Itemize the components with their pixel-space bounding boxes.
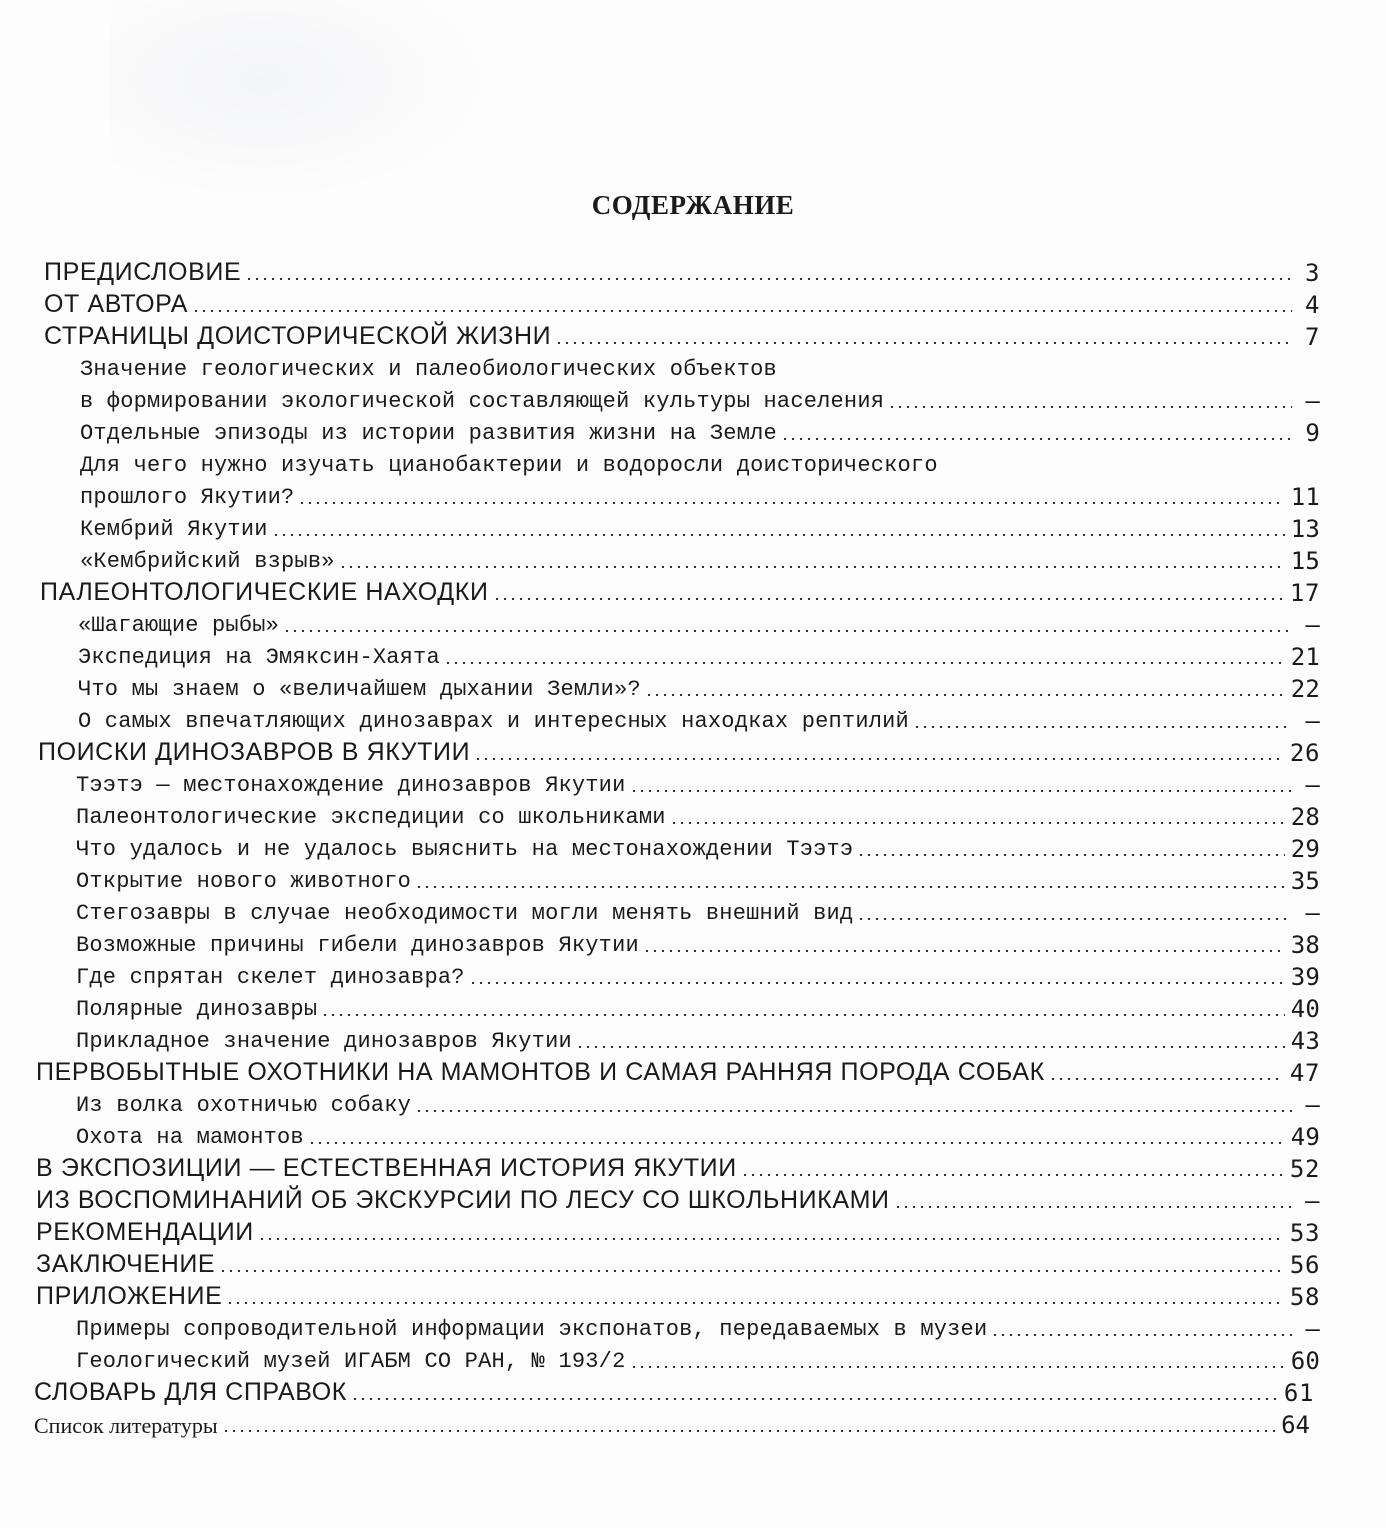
toc-leader-dots <box>630 772 1293 794</box>
toc-entry-page: 29 <box>1290 835 1320 863</box>
page-title: СОДЕРЖАНИЕ <box>591 190 795 220</box>
toc-leader-dots <box>245 260 1292 282</box>
toc-entry-page: — <box>1305 771 1320 799</box>
toc-entry-page: 9 <box>1305 419 1320 447</box>
toc-entry <box>76 861 1320 893</box>
toc-entry-page: 15 <box>1290 547 1320 575</box>
toc-leader-dots <box>576 1028 1285 1050</box>
toc-entry-title: Отдельные эпизоды из истории развития жизни на Земле <box>80 421 777 446</box>
toc-entry-page: 4 <box>1304 291 1320 319</box>
toc-entry-page: 60 <box>1290 1347 1320 1375</box>
toc-entry-title: Полярные динозавры <box>76 997 318 1022</box>
toc-entry <box>44 317 1320 349</box>
toc-entry <box>76 829 1320 861</box>
toc-entry <box>80 541 1320 573</box>
toc-entry-page: 11 <box>1290 483 1320 511</box>
toc-entry <box>36 1277 1320 1309</box>
toc-entry <box>34 1405 1310 1437</box>
toc-entry <box>78 605 1320 637</box>
toc-entry <box>38 733 1320 765</box>
toc-leader-dots <box>781 420 1292 442</box>
toc-entry-title: «Кембрийский взрыв» <box>80 549 335 574</box>
toc-entry <box>44 253 1320 285</box>
toc-leader-dots <box>351 1380 1278 1402</box>
toc-entry-title: Геологический музей ИГАБМ СО РАН, № 193/2 <box>76 1349 626 1374</box>
toc-leader-dots <box>415 868 1285 890</box>
toc-leader-dots <box>192 292 1292 314</box>
toc-leader-dots <box>894 1188 1292 1210</box>
toc-entry-page: 40 <box>1290 995 1320 1023</box>
toc-leader-dots <box>857 900 1292 922</box>
toc-entry-page: 56 <box>1289 1251 1320 1279</box>
toc-entry <box>36 1213 1320 1245</box>
toc-entry <box>76 1341 1320 1373</box>
toc-leader-dots <box>493 580 1284 602</box>
toc-entry <box>76 989 1320 1021</box>
toc-entry <box>76 893 1320 925</box>
toc-entry-title: Охота на мамонтов <box>76 1125 304 1150</box>
toc-leader-dots <box>444 644 1285 666</box>
toc-entry-title: Примеры сопроводительной информации экспонатов, передаваемых в музеи <box>76 1317 988 1342</box>
toc-entry-page: 64 <box>1281 1411 1310 1439</box>
toc-entry-title: ОТ АВТОРА <box>44 290 189 318</box>
toc-entry <box>76 765 1320 797</box>
toc-entry-title: СЛОВАРЬ ДЛЯ СПРАВОК <box>34 1378 347 1406</box>
toc-entry <box>40 573 1320 605</box>
toc-entry <box>76 1117 1320 1149</box>
toc-entry-title: Возможные причины гибели динозавров Якутии <box>76 933 639 958</box>
toc-entry <box>78 637 1320 669</box>
toc-entry-title: Значение геологических и палеобиологических объектов <box>80 357 777 382</box>
toc-leader-dots <box>643 932 1285 954</box>
toc-entry <box>76 1085 1320 1117</box>
toc-entry-title: Кембрий Якутии <box>80 517 268 542</box>
toc-entry-title: в формировании экологической составляющей культуры населения <box>80 389 885 414</box>
toc-leader-dots <box>670 804 1285 826</box>
toc-entry <box>80 349 1320 381</box>
toc-entry-page: 22 <box>1290 675 1320 703</box>
toc-entry-page: 58 <box>1289 1283 1320 1311</box>
toc-entry <box>80 445 1320 477</box>
toc-entry <box>78 701 1320 733</box>
toc-leader-dots <box>1049 1060 1284 1082</box>
toc-entry <box>36 1181 1320 1213</box>
toc-entry <box>76 925 1320 957</box>
toc-entry-title: «Шагающие рыбы» <box>78 613 280 638</box>
toc-leader-dots <box>469 964 1285 986</box>
toc-entry-page: 53 <box>1289 1219 1320 1247</box>
toc-entry-page: 13 <box>1290 515 1320 543</box>
toc-entry <box>78 669 1320 701</box>
toc-entry-page: 17 <box>1289 579 1320 607</box>
toc-entry-title: Список литературы <box>34 1413 218 1438</box>
toc-entry <box>80 509 1320 541</box>
toc-entry-title: прошлого Якутии? <box>80 485 295 510</box>
toc-entry <box>36 1149 1320 1181</box>
toc-entry <box>36 1245 1320 1277</box>
toc-entry-page: — <box>1305 387 1320 415</box>
toc-entry-page: 49 <box>1290 1123 1320 1151</box>
toc-leader-dots <box>630 1348 1285 1370</box>
toc-entry <box>36 1053 1320 1085</box>
toc-leader-dots <box>298 484 1284 506</box>
toc-entry <box>80 413 1320 445</box>
toc-entry-title: Тээтэ — местонахождение динозавров Якутии <box>76 773 626 798</box>
toc-entry-title: Прикладное значение динозавров Якутии <box>76 1029 572 1054</box>
toc-entry-page: — <box>1305 899 1320 927</box>
toc-leader-dots <box>226 1284 1284 1306</box>
toc-entry-title: Стегозавры в случае необходимости могли менять внешний вид <box>76 901 854 926</box>
toc-entry-title: ПОИСКИ ДИНОЗАВРОВ В ЯКУТИИ <box>38 738 471 766</box>
toc-entry-title: Палеонтологические экспедиции со школьниками <box>76 805 666 830</box>
table-of-contents <box>0 253 1386 1473</box>
toc-entry <box>44 285 1320 317</box>
toc-entry-title: Что удалось и не удалось выяснить на местонахождении Тээтэ <box>76 837 854 862</box>
toc-entry-title: РЕКОМЕНДАЦИИ <box>36 1218 254 1246</box>
toc-entry-title: Где спрятан скелет динозавра? <box>76 965 465 990</box>
toc-entry-page: — <box>1305 611 1320 639</box>
toc-leader-dots <box>555 324 1292 346</box>
toc-leader-dots <box>339 548 1285 570</box>
toc-entry-title: Что мы знаем о «величайшем дыхании Земли»? <box>78 677 641 702</box>
toc-leader-dots <box>258 1220 1284 1242</box>
toc-entry-page: 7 <box>1304 323 1320 351</box>
toc-leader-dots <box>272 516 1285 538</box>
toc-entry-title: В ЭКСПОЗИЦИИ — ЕСТЕСТВЕННАЯ ИСТОРИЯ ЯКУТИИ <box>36 1154 737 1182</box>
bleed-through-shadow <box>110 0 490 200</box>
toc-entry <box>76 797 1320 829</box>
toc-entry-title: ПЕРВОБЫТНЫЕ ОХОТНИКИ НА МАМОНТОВ И САМАЯ РАННЯЯ ПОРОДА СОБАК <box>36 1058 1045 1086</box>
toc-entry-title: О самых впечатляющих динозаврах и интересных находках рептилий <box>78 709 909 734</box>
toc-entry-page: 61 <box>1283 1379 1314 1407</box>
toc-leader-dots <box>415 1092 1292 1114</box>
toc-entry-page: — <box>1305 1315 1320 1343</box>
toc-entry <box>80 381 1320 413</box>
toc-entry-title: ПРИЛОЖЕНИЕ <box>36 1282 223 1310</box>
toc-entry-title: ПАЛЕОНТОЛОГИЧЕСКИЕ НАХОДКИ <box>40 578 489 606</box>
toc-leader-dots <box>741 1156 1284 1178</box>
toc-entry-page: 26 <box>1289 739 1320 767</box>
toc-leader-dots <box>321 996 1284 1018</box>
toc-entry-title: ПРЕДИСЛОВИЕ <box>44 258 242 286</box>
toc-entry-page: — <box>1305 1091 1320 1119</box>
toc-entry <box>76 1021 1320 1053</box>
toc-entry <box>80 477 1320 509</box>
toc-leader-dots <box>219 1252 1284 1274</box>
toc-leader-dots <box>283 612 1292 634</box>
toc-leader-dots <box>913 708 1292 730</box>
toc-leader-dots <box>888 388 1292 410</box>
toc-entry-page: 28 <box>1290 803 1320 831</box>
toc-entry <box>76 957 1320 989</box>
toc-leader-dots <box>222 1412 1275 1434</box>
toc-leader-dots <box>645 676 1285 698</box>
toc-entry-page: 39 <box>1290 963 1320 991</box>
toc-entry-page: 35 <box>1290 867 1320 895</box>
toc-entry-title: ЗАКЛЮЧЕНИЕ <box>36 1250 216 1278</box>
toc-leader-dots <box>857 836 1284 858</box>
toc-entry-page: 38 <box>1290 931 1320 959</box>
toc-entry-title: Открытие нового животного <box>76 869 412 894</box>
toc-entry-page: 52 <box>1289 1155 1320 1183</box>
toc-entry <box>76 1309 1320 1341</box>
toc-entry-page: — <box>1305 707 1320 735</box>
toc-leader-dots <box>991 1316 1292 1338</box>
toc-entry-page: 43 <box>1290 1027 1320 1055</box>
toc-entry <box>34 1373 1314 1405</box>
toc-entry-title: Из волка охотничью собаку <box>76 1093 412 1118</box>
toc-entry-title: ИЗ ВОСПОМИНАНИЙ ОБ ЭКСКУРСИИ ПО ЛЕСУ СО ШКОЛЬНИКАМИ <box>36 1186 890 1214</box>
toc-entry-page: 47 <box>1289 1059 1320 1087</box>
toc-entry-title: Экспедиция на Эмяксин-Хаята <box>78 645 440 670</box>
toc-entry-title: Для чего нужно изучать цианобактерии и водоросли доисторического <box>80 453 938 478</box>
toc-entry-page: — <box>1304 1187 1320 1215</box>
toc-leader-dots <box>308 1124 1285 1146</box>
toc-entry-title: СТРАНИЦЫ ДОИСТОРИЧЕСКОЙ ЖИЗНИ <box>44 322 552 350</box>
toc-entry-page: 3 <box>1304 259 1320 287</box>
toc-entry-page: 21 <box>1290 643 1320 671</box>
toc-leader-dots <box>474 740 1284 762</box>
